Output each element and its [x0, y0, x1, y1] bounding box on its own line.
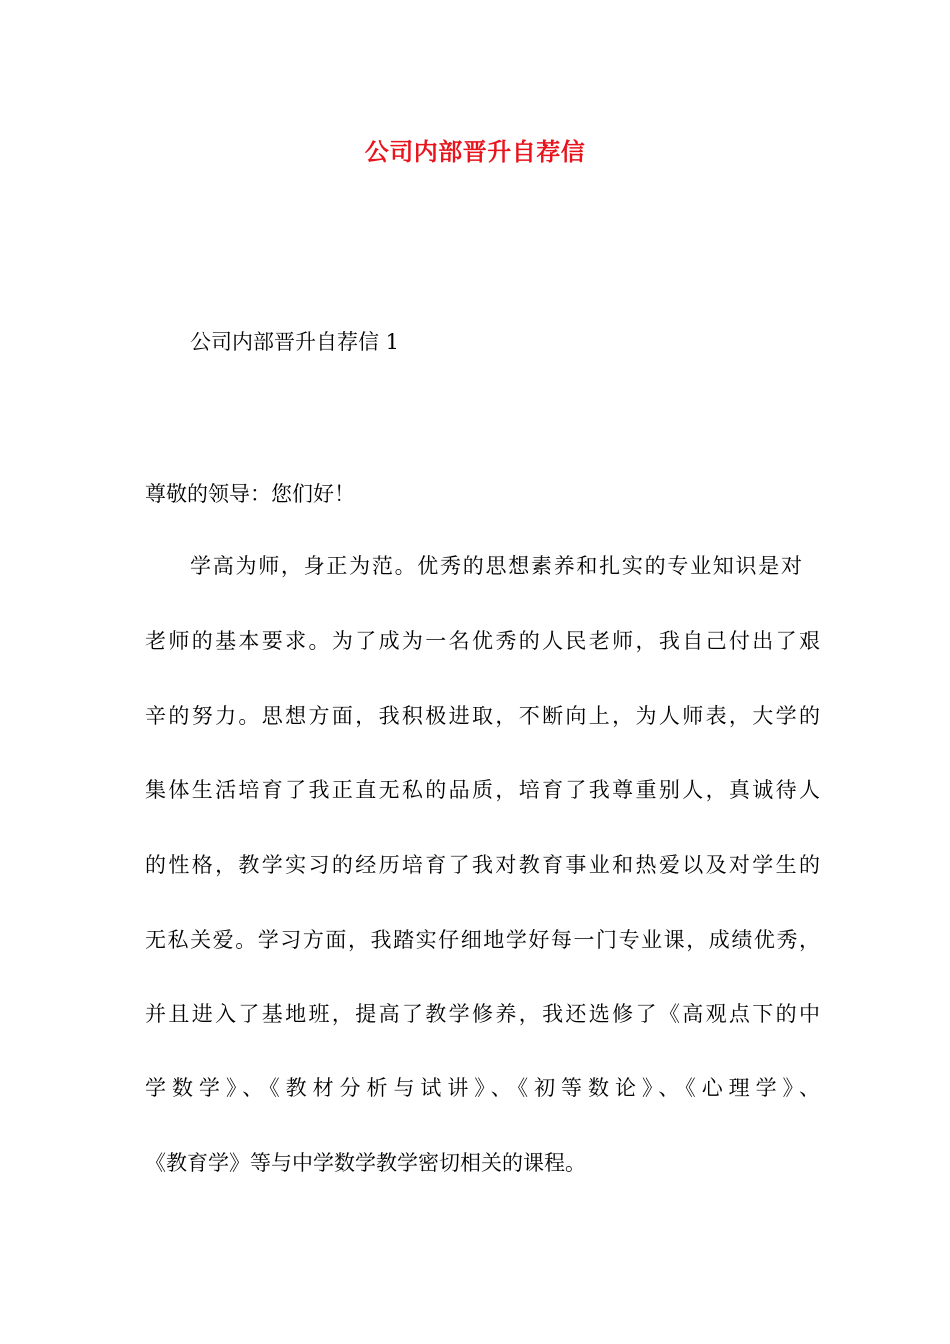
- paragraph-line: 无私关爱。学习方面，我踏实仔细地学好每一门专业课，成绩优秀，: [145, 928, 820, 952]
- paragraph-line: 辛的努力。思想方面，我积极进取，不断向上，为人师表，大学的: [145, 704, 820, 728]
- salutation: 尊敬的领导：您们好！: [145, 482, 355, 506]
- paragraph-line: 集体生活培育了我正直无私的品质，培育了我尊重别人，真诚待人: [145, 778, 820, 802]
- paragraph-line: 《教育学》等与中学数学教学密切相关的课程。: [145, 1151, 586, 1175]
- paragraph-line: 学数学》、《教材分析与试讲》、《初等数论》、《心理学》、: [145, 1076, 820, 1100]
- document-title: 公司内部晋升自荐信: [364, 138, 586, 166]
- section-heading: 公司内部晋升自荐信 1: [190, 330, 400, 354]
- paragraph-line: 学高为师，身正为范。优秀的思想素养和扎实的专业知识是对: [190, 554, 802, 578]
- paragraph-line: 并且进入了基地班，提高了教学修养，我还选修了《高观点下的中: [145, 1002, 820, 1026]
- paragraph-line: 的性格，教学实习的经历培育了我对教育事业和热爱以及对学生的: [145, 853, 820, 877]
- paragraph-line: 老师的基本要求。为了成为一名优秀的人民老师，我自己付出了艰: [145, 629, 820, 653]
